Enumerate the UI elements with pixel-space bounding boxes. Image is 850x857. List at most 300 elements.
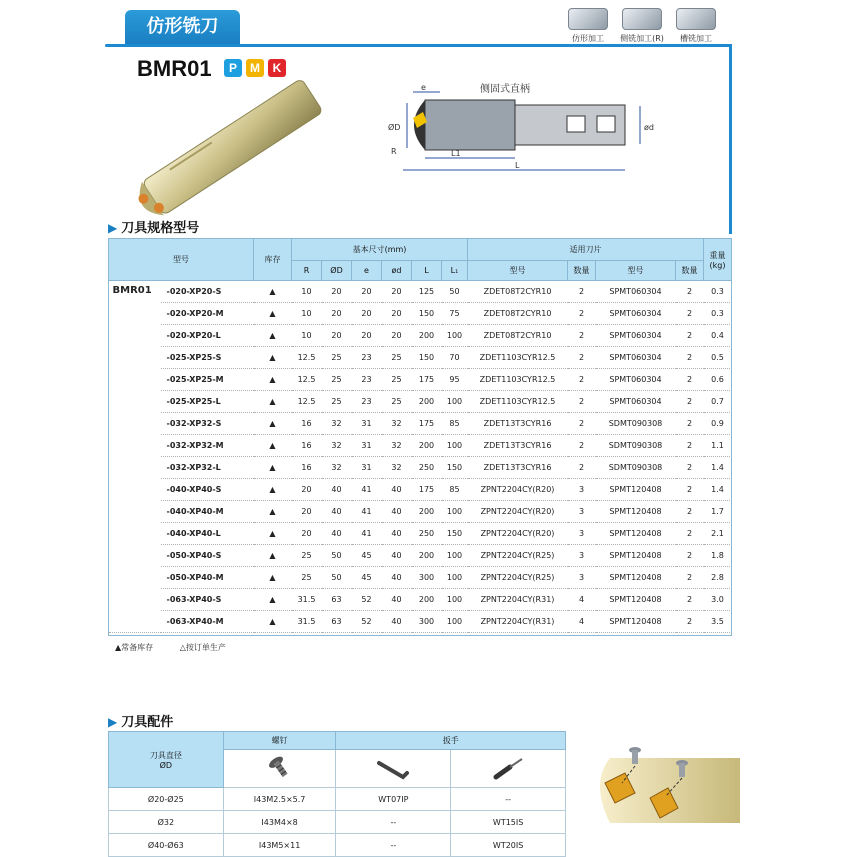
cell-L: 300: [412, 567, 442, 589]
cell-L: 200: [412, 391, 442, 413]
cell-stock: ▲: [254, 303, 292, 325]
cell-q1: 2: [568, 413, 596, 435]
th-d: ød: [382, 261, 412, 281]
row-model: -020-XP20-L: [161, 325, 254, 347]
cell-L1: 50: [442, 281, 468, 303]
cell-ins1: ZDET08T2CYR10: [468, 325, 568, 347]
acc-cell-w1: --: [336, 811, 451, 834]
cell-D: 25: [322, 369, 352, 391]
acc-cell-screw: I43M4×8: [223, 811, 336, 834]
cell-L: 200: [412, 545, 442, 567]
cell-L: 200: [412, 435, 442, 457]
cell-d: 40: [382, 567, 412, 589]
cell-stock: ▲: [254, 545, 292, 567]
cell-L: 200: [412, 501, 442, 523]
table-row: [109, 788, 566, 811]
group-label: BMR01: [109, 281, 161, 633]
cell-q2: 2: [676, 413, 704, 435]
cell-R: 20: [292, 501, 322, 523]
process-profile: [558, 8, 618, 44]
legend-regular: ▲常备库存: [115, 643, 154, 652]
cell-ins2: SPMT120408: [596, 523, 676, 545]
cell-e: 41: [352, 479, 382, 501]
table-row: [109, 435, 732, 457]
side-milling-icon: [622, 8, 662, 30]
cell-D: 63: [322, 611, 352, 633]
cell-L: 175: [412, 369, 442, 391]
cell-D: 50: [322, 567, 352, 589]
dim-D: ØD: [388, 123, 401, 132]
cell-w: 2.8: [704, 567, 732, 589]
cell-ins1: ZDET13T3CYR16: [468, 457, 568, 479]
cell-ins2: SPMT060304: [596, 347, 676, 369]
table-row: [109, 811, 566, 834]
cell-L: 300: [412, 611, 442, 633]
cell-q1: 2: [568, 347, 596, 369]
cell-L1: 95: [442, 369, 468, 391]
cell-e: 20: [352, 303, 382, 325]
acc-cell-screw: I43M5×11: [223, 834, 336, 857]
cell-D: 63: [322, 589, 352, 611]
cell-q2: 2: [676, 479, 704, 501]
cell-e: 20: [352, 325, 382, 347]
cell-d: 40: [382, 523, 412, 545]
cell-L1: 100: [442, 325, 468, 347]
acc-cell-dia: Ø32: [109, 811, 224, 834]
dim-d: ød: [644, 123, 654, 132]
table-row: [109, 567, 732, 589]
row-model: -025-XP25-M: [161, 369, 254, 391]
cell-q2: 2: [676, 611, 704, 633]
th-diameter-label: 刀具直径: [149, 750, 182, 760]
cell-ins1: ZDET08T2CYR10: [468, 281, 568, 303]
section-arrow-icon: ▶: [108, 221, 118, 235]
process-slot: [666, 8, 726, 44]
row-model: -050-XP40-M: [161, 567, 254, 589]
cell-d: 25: [382, 347, 412, 369]
cell-q2: 2: [676, 281, 704, 303]
cell-ins2: SPMT120408: [596, 479, 676, 501]
cell-R: 10: [292, 303, 322, 325]
row-model: -032-XP32-L: [161, 457, 254, 479]
cell-L: 200: [412, 325, 442, 347]
table-row: [109, 501, 732, 523]
th-e: e: [352, 261, 382, 281]
th-R: R: [292, 261, 322, 281]
cell-ins1: ZDET1103CYR12.5: [468, 347, 568, 369]
cell-D: 25: [322, 391, 352, 413]
cell-ins2: SPMT120408: [596, 501, 676, 523]
table-row: [109, 369, 732, 391]
th-weight: [704, 239, 732, 281]
cell-L1: 100: [442, 501, 468, 523]
acc-cell-dia: Ø20-Ø25: [109, 788, 224, 811]
th-qty2: 数量: [676, 261, 704, 281]
table-row: [109, 391, 732, 413]
drawing-caption: 侧固式直柄: [480, 84, 530, 95]
cell-d: 20: [382, 325, 412, 347]
header-frame-edge: [729, 44, 732, 234]
cell-w: 1.8: [704, 545, 732, 567]
th-wrench: 扳手: [336, 732, 566, 750]
cell-d: 40: [382, 545, 412, 567]
spec-table: [108, 238, 732, 633]
cell-w: 0.3: [704, 281, 732, 303]
table-row: [109, 834, 566, 857]
acc-cell-w2: WT20IS: [451, 834, 566, 857]
cell-q1: 3: [568, 545, 596, 567]
cell-q2: 2: [676, 523, 704, 545]
cell-ins2: SPMT060304: [596, 391, 676, 413]
th-model: 型号: [109, 239, 254, 281]
cell-q2: 2: [676, 589, 704, 611]
cell-w: 2.1: [704, 523, 732, 545]
cell-R: 12.5: [292, 369, 322, 391]
header-frame-line: [105, 44, 732, 47]
cell-w: 0.5: [704, 347, 732, 369]
cell-d: 40: [382, 501, 412, 523]
cell-d: 32: [382, 435, 412, 457]
cell-d: 40: [382, 611, 412, 633]
cell-R: 10: [292, 281, 322, 303]
cell-ins2: SDMT090308: [596, 413, 676, 435]
accessory-table: [108, 731, 566, 857]
cell-d: 32: [382, 413, 412, 435]
cell-stock: ▲: [254, 479, 292, 501]
cell-d: 32: [382, 457, 412, 479]
cell-L1: 100: [442, 435, 468, 457]
cell-D: 25: [322, 347, 352, 369]
table-row: [109, 545, 732, 567]
cell-stock: ▲: [254, 347, 292, 369]
table-row: [109, 413, 732, 435]
row-model: -025-XP25-L: [161, 391, 254, 413]
cell-ins2: SPMT120408: [596, 611, 676, 633]
slot-milling-icon: [676, 8, 716, 30]
cell-d: 20: [382, 281, 412, 303]
cell-D: 20: [322, 325, 352, 347]
cell-q1: 3: [568, 479, 596, 501]
cell-w: 3.5: [704, 611, 732, 633]
cell-q2: 2: [676, 435, 704, 457]
cell-D: 20: [322, 303, 352, 325]
row-model: -032-XP32-S: [161, 413, 254, 435]
acc-cell-screw: I43M2.5×5.7: [223, 788, 336, 811]
acc-cell-w1: WT07IP: [336, 788, 451, 811]
row-model: -020-XP20-S: [161, 281, 254, 303]
wrench-picture-1: [336, 750, 451, 788]
cell-q2: 2: [676, 325, 704, 347]
material-badge-k: K: [268, 59, 286, 77]
cell-R: 12.5: [292, 347, 322, 369]
cell-ins1: ZPNT2204CY(R25): [468, 567, 568, 589]
accessory-section-title: 刀具配件: [121, 715, 174, 730]
cell-D: 32: [322, 435, 352, 457]
th-L: L: [412, 261, 442, 281]
cell-stock: ▲: [254, 523, 292, 545]
th-L1: L₁: [442, 261, 468, 281]
cell-w: 0.9: [704, 413, 732, 435]
dim-L: L: [515, 161, 520, 170]
cell-w: 1.1: [704, 435, 732, 457]
table-row: [109, 303, 732, 325]
table-row: [109, 325, 732, 347]
dim-L1: L1: [451, 149, 461, 158]
row-model: -050-XP40-S: [161, 545, 254, 567]
cell-ins1: ZDET13T3CYR16: [468, 435, 568, 457]
cell-e: 52: [352, 611, 382, 633]
process-side: [612, 8, 672, 44]
stock-legend: [115, 642, 250, 653]
table-row: [109, 457, 732, 479]
process-label: 槽铣加工: [680, 34, 712, 43]
cell-L1: 100: [442, 545, 468, 567]
cell-L1: 70: [442, 347, 468, 369]
process-label: 仿形加工: [572, 34, 604, 43]
table-row: [109, 589, 732, 611]
dim-R: R: [391, 147, 397, 156]
cell-ins2: SPMT120408: [596, 545, 676, 567]
acc-cell-w2: WT15IS: [451, 811, 566, 834]
cell-e: 23: [352, 391, 382, 413]
cell-stock: ▲: [254, 281, 292, 303]
l-wrench-icon: [373, 755, 413, 781]
cell-ins2: SPMT120408: [596, 589, 676, 611]
cell-L: 175: [412, 479, 442, 501]
cell-L: 150: [412, 347, 442, 369]
row-model: -040-XP40-M: [161, 501, 254, 523]
cell-d: 20: [382, 303, 412, 325]
th-D: ØD: [322, 261, 352, 281]
table-row: [109, 347, 732, 369]
cell-R: 25: [292, 567, 322, 589]
cell-D: 40: [322, 479, 352, 501]
row-model: -063-XP40-S: [161, 589, 254, 611]
cell-L: 250: [412, 523, 442, 545]
row-model: -025-XP25-S: [161, 347, 254, 369]
th-inserts: 适用刀片: [468, 239, 704, 261]
cell-L1: 85: [442, 479, 468, 501]
cell-L1: 100: [442, 589, 468, 611]
cell-R: 20: [292, 523, 322, 545]
page-title-tab: 仿形铣刀: [125, 10, 240, 44]
cell-ins1: ZDET08T2CYR10: [468, 303, 568, 325]
cell-stock: ▲: [254, 369, 292, 391]
cell-ins2: SDMT090308: [596, 435, 676, 457]
cell-e: 31: [352, 457, 382, 479]
cell-d: 40: [382, 479, 412, 501]
cell-q1: 2: [568, 435, 596, 457]
table-row: [109, 523, 732, 545]
accessory-section-header: [108, 711, 173, 730]
cell-R: 16: [292, 457, 322, 479]
cell-ins1: ZPNT2204CY(R20): [468, 501, 568, 523]
cell-stock: ▲: [254, 611, 292, 633]
cell-L: 150: [412, 303, 442, 325]
cell-ins1: ZPNT2204CY(R20): [468, 479, 568, 501]
cell-d: 25: [382, 369, 412, 391]
material-badge-p: P: [224, 59, 242, 77]
table-row: [109, 479, 732, 501]
cell-R: 16: [292, 413, 322, 435]
th-diameter: [109, 732, 224, 788]
cell-stock: ▲: [254, 391, 292, 413]
row-model: -040-XP40-S: [161, 479, 254, 501]
product-model: BMR01: [137, 56, 212, 81]
cell-q1: 2: [568, 369, 596, 391]
cell-ins1: ZDET1103CYR12.5: [468, 369, 568, 391]
cell-stock: ▲: [254, 501, 292, 523]
th-weight-unit: (kg): [709, 260, 726, 270]
milling-cutter-image: [110, 80, 330, 230]
acc-cell-dia: Ø40-Ø63: [109, 834, 224, 857]
legend-to-order: △按订单生产: [179, 643, 226, 652]
cell-L1: 85: [442, 413, 468, 435]
insert-closeup-image: [590, 728, 740, 833]
th-insert-model2: 型号: [596, 261, 676, 281]
cell-w: 1.7: [704, 501, 732, 523]
profile-milling-icon: [568, 8, 608, 30]
cell-w: 1.4: [704, 479, 732, 501]
cell-q2: 2: [676, 347, 704, 369]
th-basic-dims: 基本尺寸(mm): [292, 239, 468, 261]
cell-w: 1.4: [704, 457, 732, 479]
cell-q2: 2: [676, 369, 704, 391]
cell-stock: ▲: [254, 567, 292, 589]
cell-R: 10: [292, 325, 322, 347]
cell-ins2: SPMT060304: [596, 369, 676, 391]
cell-q1: 2: [568, 391, 596, 413]
cell-D: 32: [322, 457, 352, 479]
th-stock: 库存: [254, 239, 292, 281]
th-weight-label: 重量: [709, 250, 726, 260]
th-qty: 数量: [568, 261, 596, 281]
cell-R: 12.5: [292, 391, 322, 413]
cell-e: 45: [352, 567, 382, 589]
cell-L1: 100: [442, 567, 468, 589]
cell-ins1: ZPNT2204CY(R31): [468, 589, 568, 611]
cell-ins2: SDMT090308: [596, 457, 676, 479]
cell-e: 31: [352, 435, 382, 457]
cell-L: 175: [412, 413, 442, 435]
cell-e: 52: [352, 589, 382, 611]
cell-R: 31.5: [292, 611, 322, 633]
row-model: -040-XP40-L: [161, 523, 254, 545]
table-row: [109, 611, 732, 633]
cell-q1: 3: [568, 523, 596, 545]
cell-e: 23: [352, 347, 382, 369]
cell-stock: ▲: [254, 435, 292, 457]
screw-icon: [265, 755, 295, 781]
spec-section-header: [108, 217, 199, 236]
cell-ins2: SPMT060304: [596, 303, 676, 325]
cell-q1: 2: [568, 325, 596, 347]
material-badge-m: M: [246, 59, 264, 77]
cell-ins2: SPMT120408: [596, 567, 676, 589]
cell-w: 0.4: [704, 325, 732, 347]
cell-q1: 4: [568, 589, 596, 611]
cell-w: 0.6: [704, 369, 732, 391]
screw-picture: [223, 750, 336, 788]
cell-ins2: SPMT060304: [596, 281, 676, 303]
cell-D: 32: [322, 413, 352, 435]
cell-stock: ▲: [254, 413, 292, 435]
cell-stock: ▲: [254, 457, 292, 479]
cell-L: 200: [412, 589, 442, 611]
cell-L: 125: [412, 281, 442, 303]
cell-ins1: ZPNT2204CY(R20): [468, 523, 568, 545]
cell-q2: 2: [676, 303, 704, 325]
cell-q2: 2: [676, 391, 704, 413]
cell-q1: 4: [568, 611, 596, 633]
cell-q2: 2: [676, 545, 704, 567]
cell-R: 20: [292, 479, 322, 501]
cell-stock: ▲: [254, 325, 292, 347]
screwdriver-icon: [488, 755, 528, 781]
cell-q2: 2: [676, 457, 704, 479]
cell-w: 3.0: [704, 589, 732, 611]
cell-e: 31: [352, 413, 382, 435]
cell-L1: 150: [442, 457, 468, 479]
cell-ins1: ZPNT2204CY(R31): [468, 611, 568, 633]
cell-w: 0.3: [704, 303, 732, 325]
cell-q1: 2: [568, 457, 596, 479]
technical-drawing: [385, 78, 665, 178]
cell-ins1: ZDET1103CYR12.5: [468, 391, 568, 413]
cell-ins1: ZDET13T3CYR16: [468, 413, 568, 435]
spec-section-title: 刀具规格型号: [121, 221, 200, 236]
th-insert-model: 型号: [468, 261, 568, 281]
cell-q2: 2: [676, 501, 704, 523]
cell-d: 25: [382, 391, 412, 413]
table-row: [109, 281, 732, 303]
cell-d: 40: [382, 589, 412, 611]
dim-e: e: [421, 83, 426, 92]
wrench-picture-2: [451, 750, 566, 788]
row-model: -020-XP20-M: [161, 303, 254, 325]
cell-ins1: ZPNT2204CY(R25): [468, 545, 568, 567]
cell-q2: 2: [676, 567, 704, 589]
row-model: -063-XP40-M: [161, 611, 254, 633]
cell-q1: 2: [568, 281, 596, 303]
section-arrow-icon: ▶: [108, 715, 118, 729]
cell-q1: 2: [568, 303, 596, 325]
cell-L: 250: [412, 457, 442, 479]
cell-e: 41: [352, 523, 382, 545]
cell-ins2: SPMT060304: [596, 325, 676, 347]
acc-cell-w2: --: [451, 788, 566, 811]
cell-D: 40: [322, 523, 352, 545]
cell-R: 25: [292, 545, 322, 567]
cell-D: 40: [322, 501, 352, 523]
cell-w: 0.7: [704, 391, 732, 413]
th-screw: 螺钉: [223, 732, 336, 750]
row-model: -032-XP32-M: [161, 435, 254, 457]
cell-e: 45: [352, 545, 382, 567]
cell-L1: 75: [442, 303, 468, 325]
cell-R: 16: [292, 435, 322, 457]
cell-L1: 100: [442, 611, 468, 633]
cell-D: 20: [322, 281, 352, 303]
process-label: 侧铣加工(R): [620, 34, 664, 43]
cell-D: 50: [322, 545, 352, 567]
cell-L1: 100: [442, 391, 468, 413]
cell-q1: 3: [568, 501, 596, 523]
cell-e: 41: [352, 501, 382, 523]
cell-e: 23: [352, 369, 382, 391]
acc-cell-w1: --: [336, 834, 451, 857]
cell-L1: 150: [442, 523, 468, 545]
